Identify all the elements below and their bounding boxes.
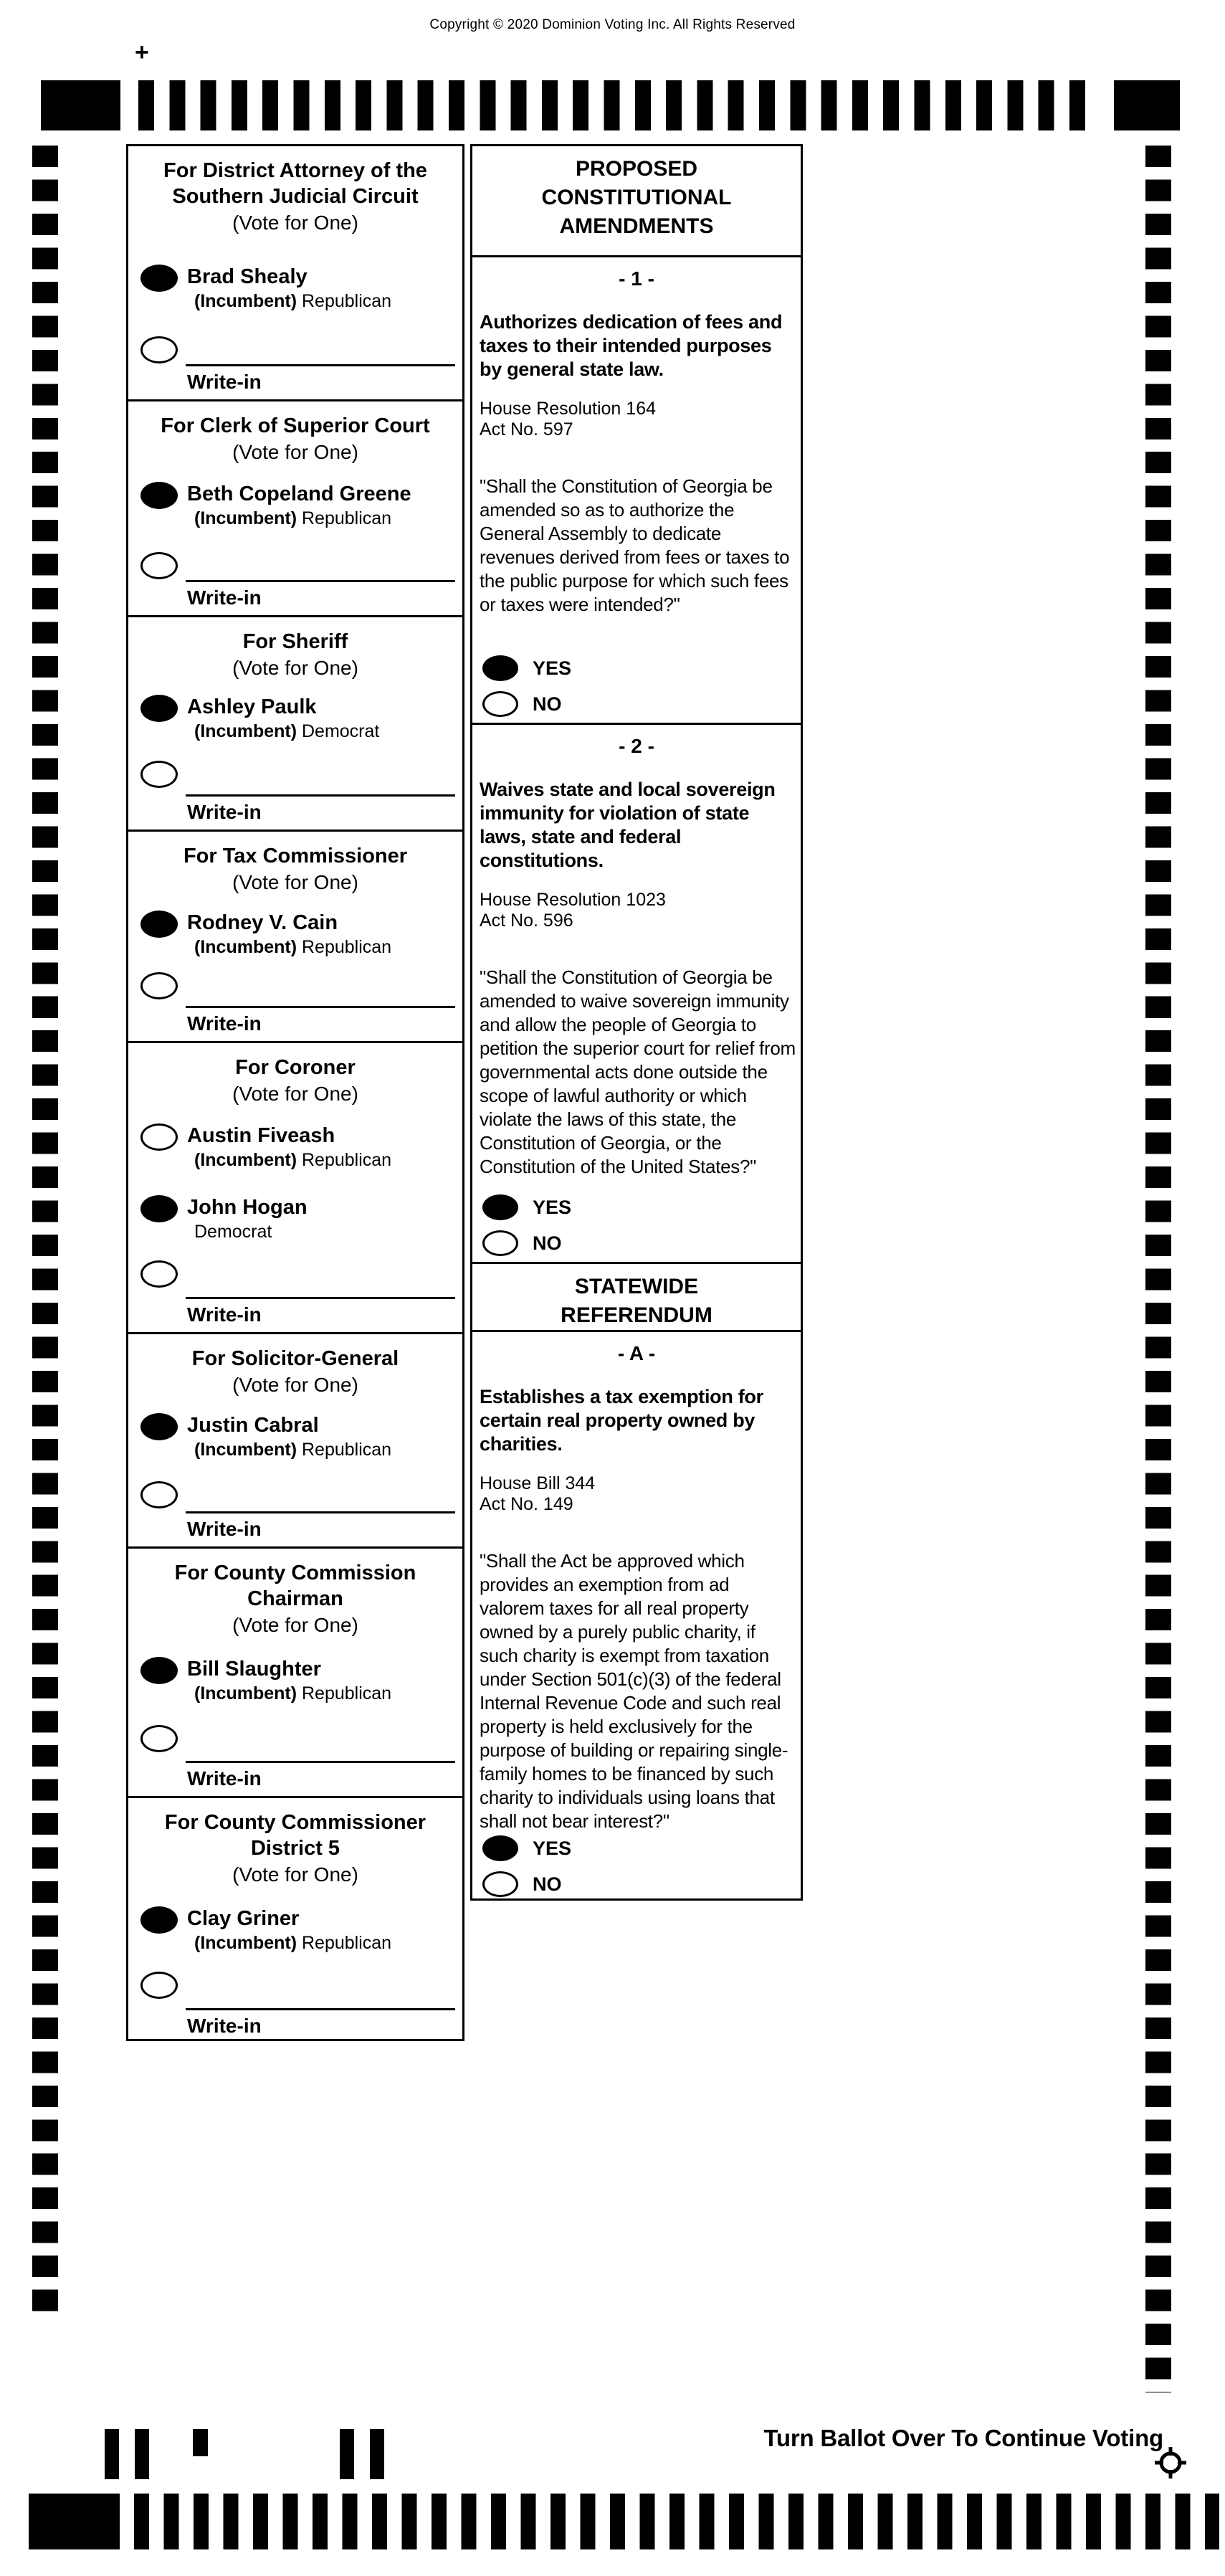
measure-group-title-line: STATEWIDE (574, 1275, 699, 1298)
ballot-code-bar (105, 2429, 119, 2479)
candidate-party (194, 508, 411, 529)
write-in-line[interactable] (186, 1297, 455, 1299)
race-section (128, 617, 462, 832)
measure-references (480, 399, 795, 440)
candidate-row (140, 1123, 457, 1171)
vote-for-one-label: (Vote for One) (232, 1614, 358, 1636)
candidate-party (194, 1683, 391, 1704)
blank-option-row (140, 1725, 457, 1752)
ballot-oval-filled[interactable] (140, 1413, 178, 1440)
candidate-info (187, 695, 379, 742)
race-title (128, 1334, 462, 1372)
vote-for-one-label: (Vote for One) (232, 871, 358, 893)
ballot-oval-filled[interactable] (140, 695, 178, 722)
ballot-oval-filled[interactable] (140, 911, 178, 938)
vote-for-one-label: (Vote for One) (232, 1083, 358, 1105)
ballot-code-bar (340, 2429, 354, 2479)
registration-plus-mark: + (135, 39, 149, 66)
write-in-label: Write-in (187, 1012, 262, 1035)
ballot-code-number: 19 (371, 2439, 383, 2452)
write-in-label: Write-in (187, 2015, 262, 2037)
blank-option-row (140, 1972, 457, 1999)
timing-block-top-left (41, 80, 120, 130)
race-title (128, 401, 462, 439)
candidate-name: Austin Fiveash (187, 1124, 335, 1147)
candidate-party (194, 936, 391, 958)
candidate-name: Justin Cabral (187, 1414, 319, 1437)
ballot-oval-filled[interactable] (482, 1194, 518, 1220)
vote-for-one-label: (Vote for One) (232, 657, 358, 679)
candidate-info (187, 265, 391, 312)
race-title-line: For Solicitor-General (191, 1347, 399, 1370)
race-title-line: District 5 (250, 1837, 340, 1860)
blank-option-row (140, 552, 457, 579)
measure-question: "Shall the Constitution of Georgia be amended so as to authorize the General Assembly to dedicate revenues derived from fees or taxes to the public purpose for which such fees or taxes were intended?" (480, 475, 790, 615)
incumbent-label: (Incumbent) (194, 291, 302, 311)
blank-option-row (140, 336, 457, 363)
party-name: Democrat (194, 1222, 272, 1242)
blank-option-row (140, 972, 457, 999)
ballot-oval-filled[interactable] (140, 1906, 178, 1934)
measure-reference-line: House Resolution 1023 (480, 890, 666, 910)
measure-reference-line: House Resolution 164 (480, 399, 656, 419)
timing-marks-top (138, 80, 1100, 130)
vote-for-one-label: (Vote for One) (232, 441, 358, 463)
blank-option-row (140, 1260, 457, 1288)
candidate-info (187, 1657, 391, 1704)
measure-group-title (472, 1264, 801, 1330)
candidate-row (140, 1195, 457, 1242)
race-section (128, 146, 462, 401)
left-column-box (126, 144, 464, 2041)
race-section (128, 401, 462, 617)
candidate-name: Clay Griner (187, 1907, 300, 1930)
measure-question: "Shall the Act be approved which provides an exemption from ad valorem taxes for all real property owned by a purely public charity, if such charity is exempt from taxation under Section 501(c)(3) of the federal Internal Revenue Code and such real property is held exclusively for the purpose of building or repairing single-family homes to be financed by such charity to individuals using loans that shall not bear interest?" (480, 1550, 788, 1832)
measure-summary: Authorizes dedication of fees and taxes to their intended purposes by general state law. (480, 311, 783, 380)
race-title-line: Southern Judicial Circuit (172, 185, 419, 208)
no-label: NO (533, 693, 562, 715)
measure-group-title-line: REFERENDUM (561, 1303, 712, 1327)
candidate-info (187, 1906, 391, 1954)
timing-marks-left (32, 146, 58, 2324)
race-section (128, 1549, 462, 1798)
no-label: NO (533, 1873, 562, 1895)
candidate-info (187, 1195, 308, 1242)
yes-label: YES (533, 1196, 572, 1218)
candidate-party (194, 290, 391, 312)
measure-references (480, 890, 795, 931)
measure-number: - A - (617, 1342, 656, 1364)
vote-for-one-label: (Vote for One) (232, 212, 358, 234)
ballot-oval-empty[interactable] (140, 552, 178, 579)
measure-section (472, 725, 801, 1264)
race-title-line: Chairman (247, 1587, 343, 1610)
incumbent-label: (Incumbent) (194, 1440, 302, 1460)
no-label: NO (533, 1232, 562, 1254)
measure-references (480, 1473, 795, 1515)
write-in-label: Write-in (187, 1303, 262, 1326)
ballot-oval-empty[interactable] (140, 1972, 178, 1999)
ballot-oval-filled[interactable] (140, 1195, 178, 1222)
race-title (128, 1043, 462, 1080)
measure-reference-line: House Bill 344 (480, 1473, 596, 1493)
yes-option-row (482, 1835, 571, 1861)
timing-block-bottom-left (29, 2494, 120, 2549)
candidate-row (140, 695, 457, 742)
ballot-code-bar (193, 2429, 208, 2456)
incumbent-label: (Incumbent) (194, 1150, 302, 1170)
ballot-oval-empty[interactable] (140, 1123, 178, 1151)
ballot-oval-filled[interactable] (140, 482, 178, 509)
vote-for-one-label: (Vote for One) (232, 1374, 358, 1396)
party-name: Republican (302, 1933, 392, 1953)
vote-for-one-label: (Vote for One) (232, 1863, 358, 1886)
ballot-oval-filled[interactable] (140, 265, 178, 292)
race-title (128, 1549, 462, 1612)
party-name: Republican (302, 291, 392, 311)
race-title-line: For County Commission (174, 1562, 416, 1584)
yes-option-row (482, 1194, 571, 1220)
measure-question: "Shall the Constitution of Georgia be amended to waive sovereign immunity and allow the people of Georgia to petition the superior court for relief from governmental acts done outside the scope of lawful authority or which violate the laws of this state, the Constitution of Georgia, or the Constitution of the United States?" (480, 966, 796, 1177)
measure-header-section (472, 1264, 801, 1332)
right-column-box (470, 144, 803, 1901)
measure-reference-line: Act No. 149 (480, 1494, 573, 1514)
measure-number: - 2 - (619, 735, 654, 757)
yes-label: YES (533, 657, 572, 679)
candidate-row (140, 1906, 457, 1954)
timing-block-top-right (1114, 80, 1180, 130)
candidate-info (187, 911, 391, 958)
race-section (128, 832, 462, 1043)
measure-section (472, 257, 801, 725)
party-name: Republican (302, 1440, 392, 1460)
candidate-name: Ashley Paulk (187, 695, 317, 718)
candidate-row (140, 911, 457, 958)
candidate-party (194, 1221, 308, 1242)
candidate-row (140, 482, 457, 529)
incumbent-label: (Incumbent) (194, 1683, 302, 1703)
party-name: Republican (302, 1683, 392, 1703)
candidate-party (194, 1149, 391, 1171)
race-title (128, 146, 462, 209)
write-in-line[interactable] (186, 1761, 455, 1763)
ballot-oval-empty[interactable] (482, 1871, 518, 1897)
write-in-line[interactable] (186, 580, 455, 582)
no-option-row (482, 1230, 562, 1256)
yes-option-row (482, 655, 571, 681)
ballot-oval-empty[interactable] (140, 336, 178, 363)
ballot-oval-filled[interactable] (482, 1835, 518, 1861)
candidate-party (194, 1932, 391, 1954)
measure-group-title-line: CONSTITUTIONAL (541, 186, 732, 209)
measure-reference-line: Act No. 597 (480, 419, 573, 439)
ballot-oval-empty[interactable] (140, 1260, 178, 1288)
ballot-oval-empty[interactable] (140, 972, 178, 999)
measure-section (472, 1332, 801, 1903)
incumbent-label: (Incumbent) (194, 937, 302, 957)
candidate-party (194, 721, 379, 742)
measure-reference-line: Act No. 596 (480, 911, 573, 931)
candidate-name: Beth Copeland Greene (187, 483, 411, 505)
ballot-code-bar (135, 2429, 149, 2479)
race-title-line: For Tax Commissioner (183, 845, 408, 868)
race-title-line: For County Commissioner (164, 1811, 426, 1834)
timing-marks-bottom (134, 2494, 1219, 2549)
race-title (128, 832, 462, 869)
candidate-name: John Hogan (187, 1196, 308, 1219)
ballot-oval-empty[interactable] (140, 761, 178, 788)
candidate-party (194, 1439, 391, 1460)
write-in-line[interactable] (186, 1006, 455, 1008)
ballot-oval-filled[interactable] (140, 1657, 178, 1684)
party-name: Republican (302, 508, 392, 528)
candidate-name: Brad Shealy (187, 265, 308, 288)
measure-group-title-line: AMENDMENTS (559, 214, 714, 238)
race-section (128, 1334, 462, 1549)
registration-target-icon (1154, 2446, 1187, 2479)
race-title (128, 617, 462, 655)
race-title-line: For District Attorney of the (163, 159, 427, 182)
ballot-oval-empty[interactable] (140, 1725, 178, 1752)
party-name: Democrat (302, 721, 380, 741)
candidate-row (140, 1657, 457, 1704)
ballot-oval-filled[interactable] (482, 655, 518, 681)
copyright-text: Copyright © 2020 Dominion Voting Inc. All Rights Reserved (429, 17, 796, 32)
measure-header-section (472, 146, 801, 257)
measure-summary: Establishes a tax exemption for certain real property owned by charities. (480, 1386, 763, 1455)
write-in-label: Write-in (187, 801, 262, 823)
race-title (128, 1798, 462, 1861)
race-title-line: For Sheriff (242, 630, 348, 653)
write-in-line[interactable] (186, 1511, 455, 1513)
party-name: Republican (302, 1150, 392, 1170)
measure-group-title-line: PROPOSED (575, 157, 698, 181)
turn-ballot-over-notice: Turn Ballot Over To Continue Voting (763, 2425, 1163, 2451)
blank-option-row (140, 761, 457, 788)
candidate-row (140, 1413, 457, 1460)
candidate-info (187, 482, 411, 529)
race-title-line: For Clerk of Superior Court (161, 414, 430, 437)
ballot-oval-empty[interactable] (482, 691, 518, 717)
party-name: Republican (302, 937, 392, 957)
blank-option-row (140, 1481, 457, 1508)
write-in-line[interactable] (186, 364, 455, 366)
ballot-oval-empty[interactable] (140, 1481, 178, 1508)
write-in-label: Write-in (187, 586, 262, 609)
candidate-row (140, 265, 457, 312)
write-in-label: Write-in (187, 1518, 262, 1540)
incumbent-label: (Incumbent) (194, 721, 302, 741)
no-option-row (482, 1871, 562, 1897)
no-option-row (482, 691, 562, 717)
measure-summary: Waives state and local sovereign immunity for violation of state laws, state and federal constitutions. (480, 779, 776, 871)
incumbent-label: (Incumbent) (194, 508, 302, 528)
candidate-name: Rodney V. Cain (187, 911, 338, 934)
measure-group-title (472, 146, 801, 241)
candidate-name: Bill Slaughter (187, 1658, 321, 1681)
yes-label: YES (533, 1837, 572, 1859)
write-in-line[interactable] (186, 794, 455, 797)
race-title-line: For Coroner (235, 1056, 356, 1079)
timing-marks-right (1145, 146, 1171, 2392)
candidate-info (187, 1413, 391, 1460)
ballot-code-bar (370, 2429, 384, 2479)
ballot-oval-empty[interactable] (482, 1230, 518, 1256)
race-section (128, 1798, 462, 2043)
candidate-info (187, 1123, 391, 1171)
write-in-label: Write-in (187, 1767, 262, 1790)
write-in-line[interactable] (186, 2008, 455, 2010)
race-section (128, 1043, 462, 1334)
write-in-label: Write-in (187, 371, 262, 393)
incumbent-label: (Incumbent) (194, 1933, 302, 1953)
measure-number: - 1 - (619, 267, 654, 290)
